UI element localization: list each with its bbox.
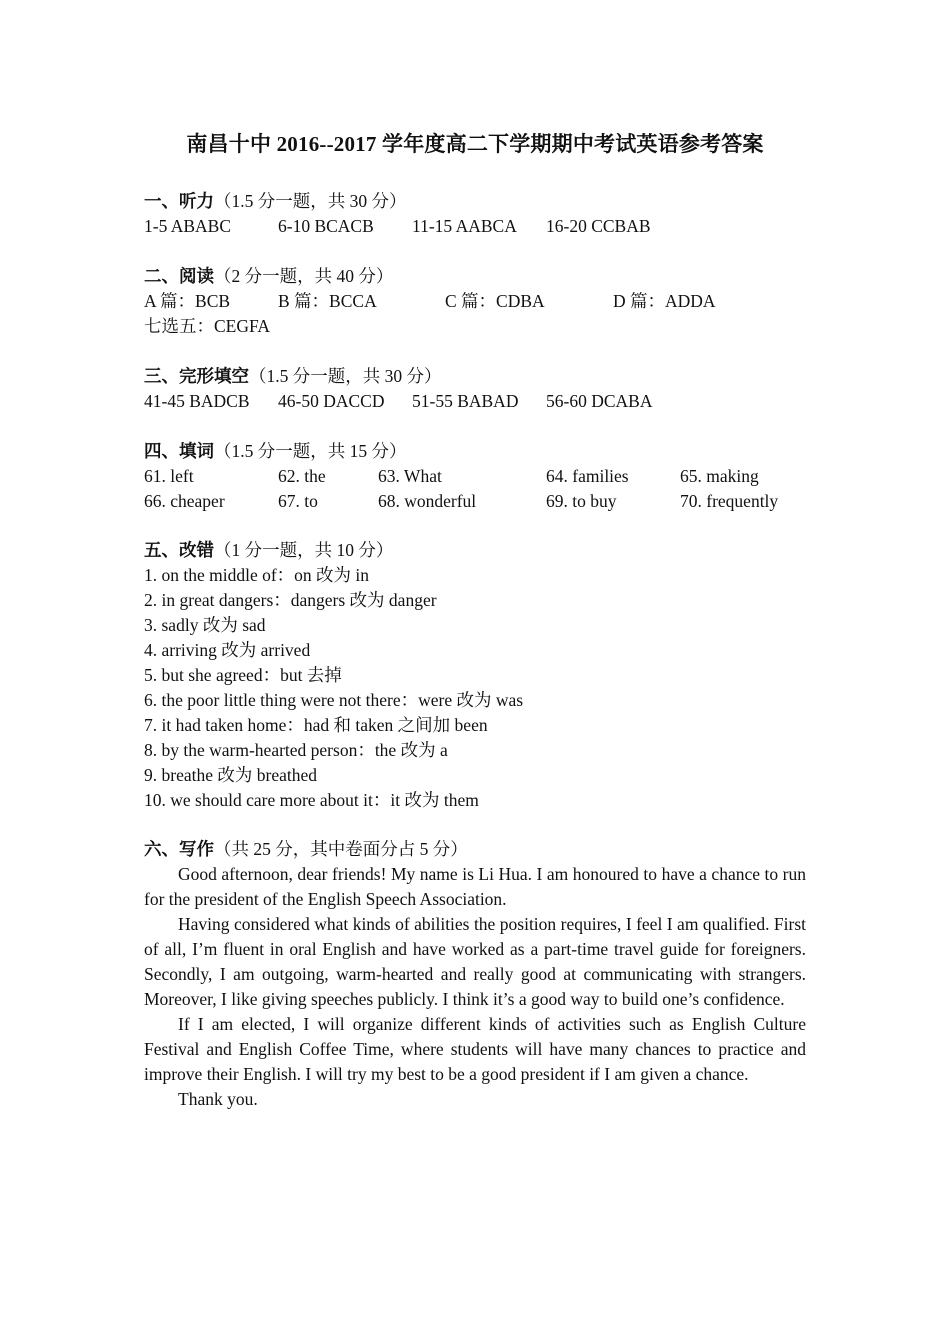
writing-heading-note: （共 25 分，其中卷面分占 5 分） — [214, 839, 468, 859]
fill-heading — [144, 439, 407, 464]
correction-item: 5. but she agreed：but 去掉 — [144, 665, 342, 685]
fill-answer-61: 61. left — [144, 466, 194, 486]
correction-item: 10. we should care more about it：it 改为 them — [144, 790, 479, 810]
writing-essay — [144, 862, 806, 1112]
correction-item: 6. the poor little thing were not there：were 改为 was — [144, 690, 524, 710]
essay-closing: Thank you. — [178, 1089, 258, 1109]
writing-heading — [144, 837, 468, 862]
reading-heading — [144, 264, 393, 289]
listening-answers-2: 6-10 BCACB — [278, 216, 374, 236]
reading-heading-note: （2 分一题，共 40 分） — [214, 266, 394, 286]
reading-passage-a: A 篇：BCB — [144, 291, 231, 311]
essay-paragraph: Good afternoon, dear friends! My name is Li Hua. I am honoured to have a chance to run for the president of the English Speech Association. — [144, 864, 806, 909]
correction-item: 1. on the middle of：on 改为 in — [144, 565, 370, 585]
reading-seven-five: 七选五：CEGFA — [144, 316, 271, 336]
correction-item: 9. breathe 改为 breathed — [144, 765, 317, 785]
fill-answer-64: 64. families — [546, 466, 629, 486]
reading-passage-b: B 篇：BCCA — [278, 291, 377, 311]
fill-answer-70: 70. frequently — [680, 491, 779, 511]
fill-answer-68: 68. wonderful — [378, 491, 477, 511]
cloze-answers-1: 41-45 BADCB — [144, 391, 250, 411]
listening-answers-3: 11-15 AABCA — [412, 216, 517, 236]
listening-heading-note: （1.5 分一题，共 30 分） — [214, 191, 407, 211]
fill-heading-label: 四、填词 — [144, 441, 214, 461]
reading-heading-label: 二、阅读 — [144, 266, 214, 286]
cloze-heading-label: 三、完形填空 — [144, 366, 249, 386]
correction-heading-note: （1 分一题，共 10 分） — [214, 540, 394, 560]
listening-answers-4: 16-20 CCBAB — [546, 216, 651, 236]
fill-answer-66: 66. cheaper — [144, 491, 225, 511]
correction-item: 2. in great dangers：dangers 改为 danger — [144, 590, 437, 610]
cloze-answers-3: 51-55 BABAD — [412, 391, 519, 411]
cloze-heading — [144, 364, 442, 389]
listening-answers-1: 1-5 ABABC — [144, 216, 232, 236]
listening-heading-label: 一、听力 — [144, 191, 214, 211]
cloze-answers-2: 46-50 DACCD — [278, 391, 385, 411]
correction-item: 3. sadly 改为 sad — [144, 615, 266, 635]
fill-answer-69: 69. to buy — [546, 491, 617, 511]
fill-answer-63: 63. What — [378, 466, 442, 486]
reading-passage-c: C 篇：CDBA — [445, 291, 545, 311]
reading-passage-d: D 篇：ADDA — [613, 291, 716, 311]
correction-item: 7. it had taken home：had 和 taken 之间加 been — [144, 715, 488, 735]
correction-heading — [144, 538, 393, 563]
correction-heading-label: 五、改错 — [144, 540, 214, 560]
fill-answer-62: 62. the — [278, 466, 326, 486]
correction-item: 4. arriving 改为 arrived — [144, 640, 311, 660]
writing-heading-label: 六、写作 — [144, 839, 214, 859]
fill-answer-65: 65. making — [680, 466, 759, 486]
essay-paragraph: If I am elected, I will organize different kinds of activities such as English Culture Festival and English Coffee Time, where students will have many chances to practice and improve their English. I will try my best to be a good president if I am given a chance. — [144, 1014, 806, 1084]
page-title: 南昌十中 2016--2017 学年度高二下学期期中考试英语参考答案 — [186, 132, 764, 156]
fill-answer-67: 67. to — [278, 491, 318, 511]
essay-paragraph: Having considered what kinds of abilities the position requires, I feel I am qualified. First of all, I’m fluent in oral English and have worked as a part-time travel guide for foreigners. Secondly, I am outgoing, warm-hearted and really good at communicating with strangers. Moreover, I like giving speeches publicly. I think it’s a good way to build one’s confidence. — [144, 914, 806, 1009]
correction-item: 8. by the warm-hearted person：the 改为 a — [144, 740, 448, 760]
cloze-answers-4: 56-60 DCABA — [546, 391, 653, 411]
fill-heading-note: （1.5 分一题，共 15 分） — [214, 441, 407, 461]
listening-heading — [144, 189, 407, 214]
cloze-heading-note: （1.5 分一题，共 30 分） — [249, 366, 442, 386]
